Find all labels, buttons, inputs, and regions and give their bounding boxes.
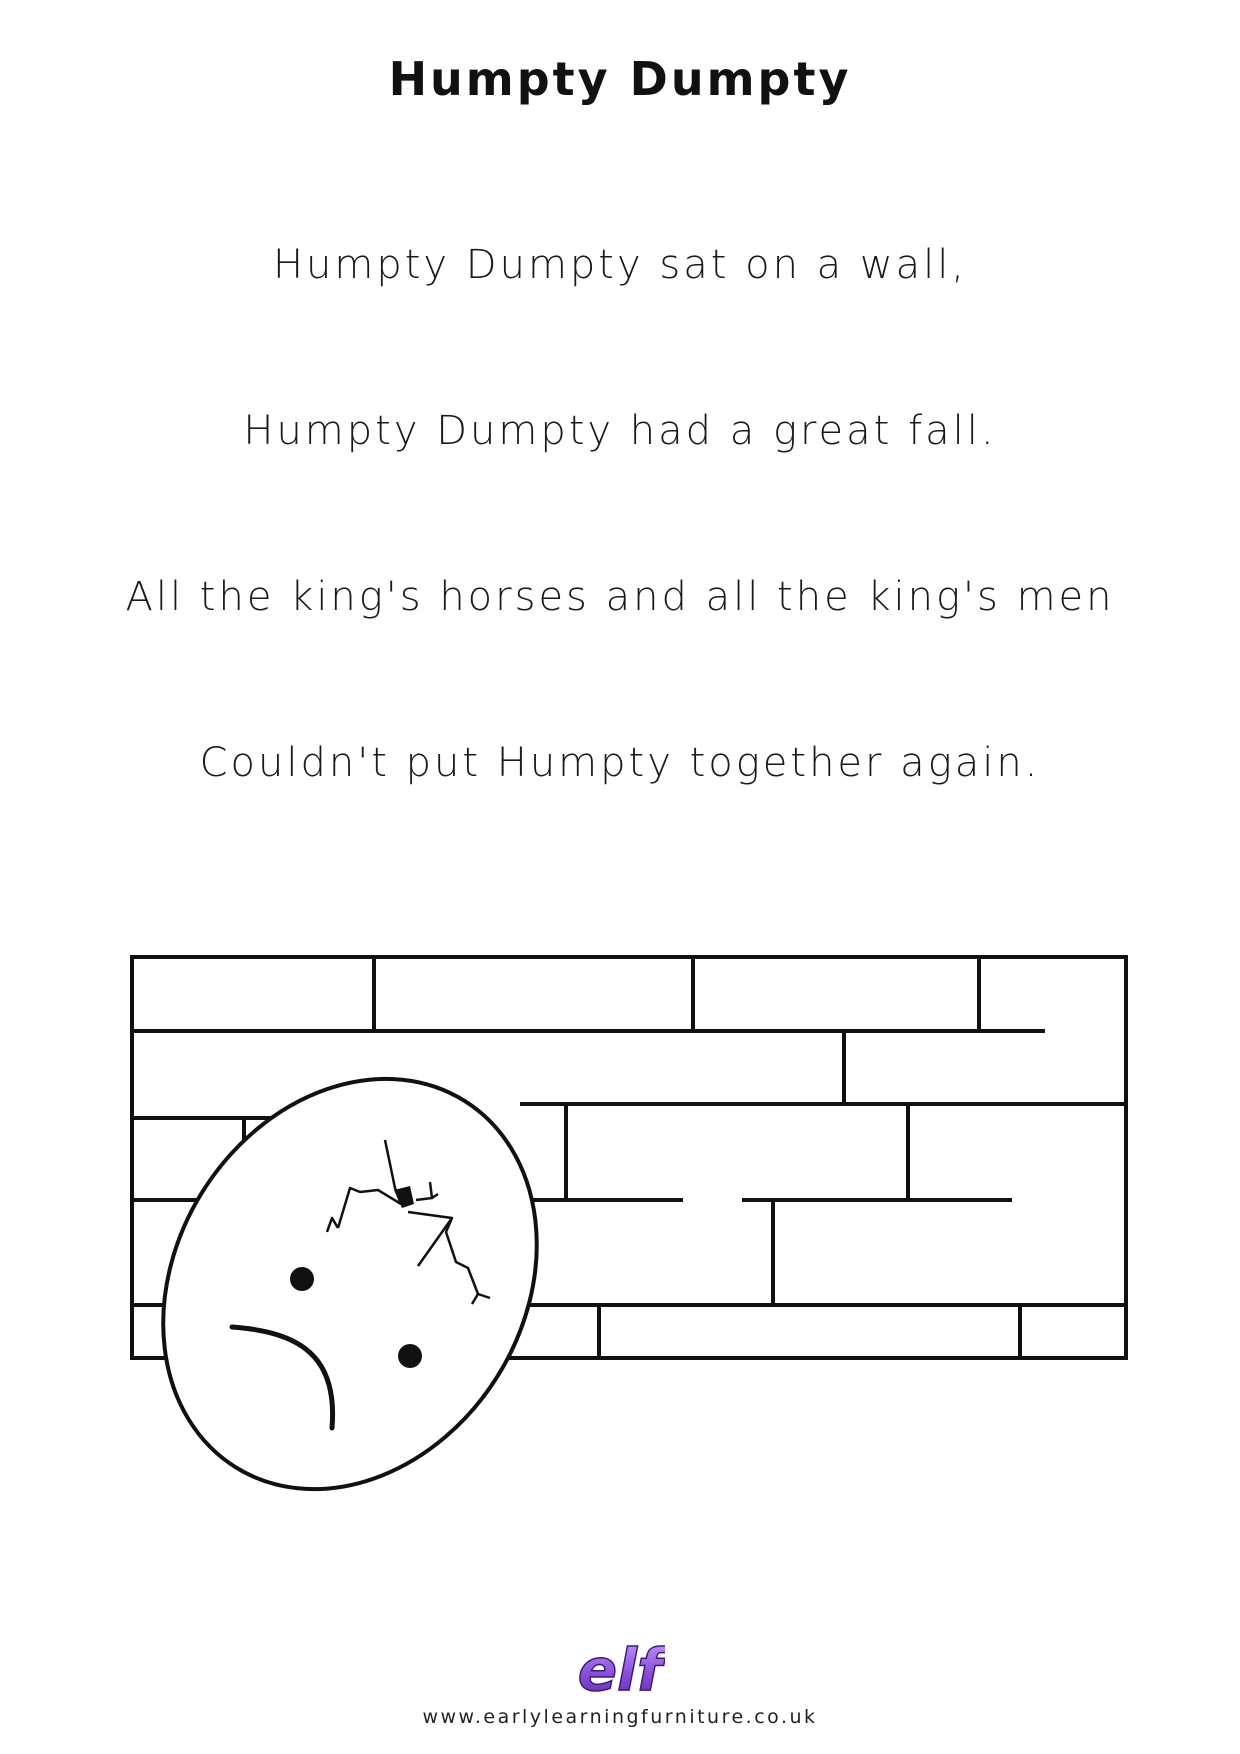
- egg-eye-left: [290, 1267, 314, 1291]
- egg-eye-right: [398, 1344, 422, 1368]
- sad-egg: [88, 1009, 612, 1560]
- rhyme-line-4: Couldn't put Humpty together again.: [199, 740, 1041, 786]
- logo-text: elf: [577, 1636, 663, 1704]
- footer-website: www.earlylearningfurniture.co.uk: [422, 1706, 818, 1728]
- rhyme-line-2: Humpty Dumpty had a great fall.: [243, 408, 997, 454]
- elf-logo: [575, 1628, 665, 1708]
- page-title: Humpty Dumpty: [388, 52, 852, 106]
- rhyme-line-3: All the king's horses and all the king's men: [125, 574, 1115, 620]
- rhyme-line-1: Humpty Dumpty sat on a wall,: [272, 242, 968, 288]
